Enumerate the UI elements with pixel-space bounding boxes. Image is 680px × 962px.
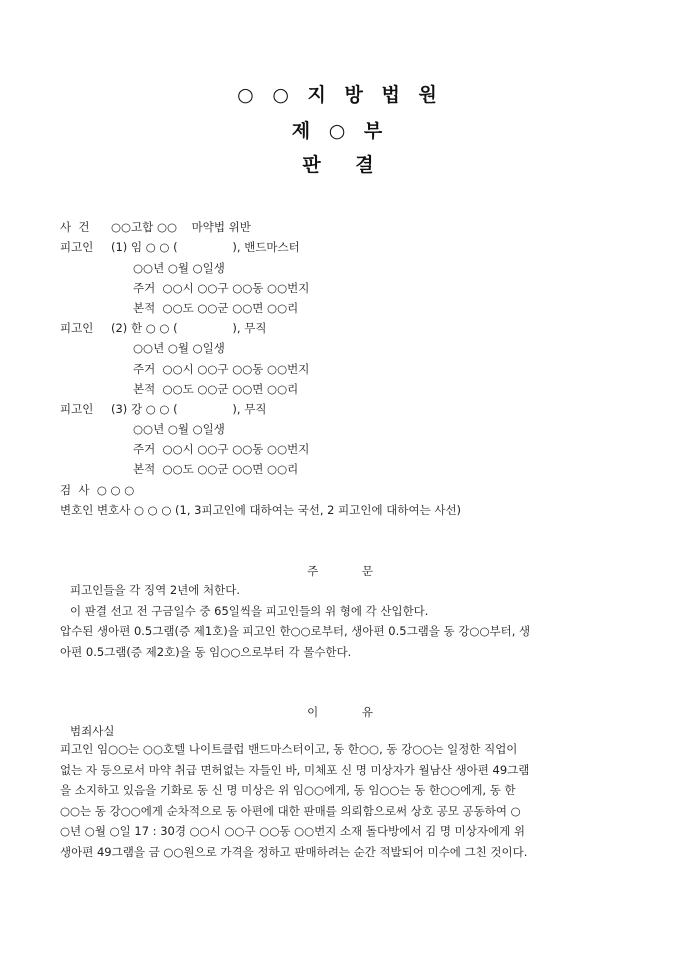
facts-body <box>60 739 620 862</box>
defendant-1-label: 피고인 <box>60 240 94 254</box>
division-name: 제 ○ 부 <box>291 120 389 142</box>
facts-line-4: ○○는 동 강○○에게 순차적으로 동 아편에 대한 판매를 의뢰함으로써 상호 공모 공동하여 ○ <box>60 803 521 818</box>
defendant-2-label: 피고인 <box>60 321 94 335</box>
defendant-1-name: (1) 임 ○ ○ ( ), 밴드마스터 <box>111 240 300 254</box>
defendant-1-birth: ○○년 ○월 ○일생 <box>133 261 225 275</box>
defendant-2-name: (2) 한 ○ ○ ( ), 무직 <box>111 321 267 335</box>
facts-line-3: 을 소지하고 있음을 기화로 동 신 명 미상은 위 임○○에게, 동 임○○는 동 한○○에게, 동 한 <box>60 783 516 797</box>
case-value: ○○고합 ○○ 마약법 위반 <box>111 220 251 234</box>
defendant-1-registry: 본적 ○○도 ○○군 ○○면 ○○리 <box>133 301 299 315</box>
order-confiscation <box>60 621 620 662</box>
order-confiscation-line-2: 아편 0.5그램(증 제2호)을 동 임○○으로부터 각 몰수한다. <box>60 644 352 659</box>
reason-heading: 이 유 <box>307 705 373 719</box>
document-type: 판 결 <box>302 154 378 176</box>
facts-line-5: ○년 ○월 ○일 17 : 30경 ○○시 ○○구 ○○동 ○○번지 소재 돌다방에서 김 명 미상자에게 위 <box>60 824 525 838</box>
order-heading: 주 문 <box>307 564 373 578</box>
defendant-3-name: (3) 강 ○ ○ ( ), 무직 <box>111 402 267 416</box>
defendant-3-label: 피고인 <box>60 402 94 416</box>
case-label: 사 건 <box>60 220 90 234</box>
defense-counsel: 변호인 변호사 ○ ○ ○ (1, 3피고인에 대하여는 국선, 2 피고인에 대하여는 사선) <box>60 503 462 517</box>
defendant-3-birth: ○○년 ○월 ○일생 <box>133 422 225 436</box>
order-detention-credit: 이 판결 선고 전 구금일수 중 65일씩을 피고인들의 위 형에 각 산입한다. <box>70 604 429 618</box>
defendant-3-registry: 본적 ○○도 ○○군 ○○면 ○○리 <box>133 462 299 476</box>
defendant-3-address: 주거 ○○시 ○○구 ○○동 ○○번지 <box>133 442 310 456</box>
facts-line-1: 피고인 임○○는 ○○호텔 나이트클럽 밴드마스터이고, 동 한○○, 동 강○○는 일정한 직업이 <box>60 742 518 756</box>
defendant-2-registry: 본적 ○○도 ○○군 ○○면 ○○리 <box>133 382 299 396</box>
prosecutor: 검 사 ○ ○ ○ <box>60 483 135 497</box>
order-confiscation-line-1: 압수된 생아편 0.5그램(증 제1호)을 피고인 한○○로부터, 생아편 0.5그램을 동 강○○부터, 생 <box>60 624 531 638</box>
defendant-2-birth: ○○년 ○월 ○일생 <box>133 341 225 355</box>
facts-subheading: 범죄사실 <box>70 724 115 738</box>
facts-line-2: 없는 자 등으로서 마약 취급 면허없는 자들인 바, 미체포 신 명 미상자가 월남산 생아편 49그램 <box>60 762 530 777</box>
defendant-2-address: 주거 ○○시 ○○구 ○○동 ○○번지 <box>133 362 310 376</box>
defendant-1-address: 주거 ○○시 ○○구 ○○동 ○○번지 <box>133 281 310 295</box>
court-name: ○ ○ 지 방 법 원 <box>237 84 443 106</box>
facts-line-6: 생아편 49그램을 금 ○○원으로 가격을 정하고 판매하려는 순간 적발되어 미수에 그친 것이다. <box>60 844 528 859</box>
order-sentence: 피고인들을 각 징역 2년에 처한다. <box>70 583 241 597</box>
